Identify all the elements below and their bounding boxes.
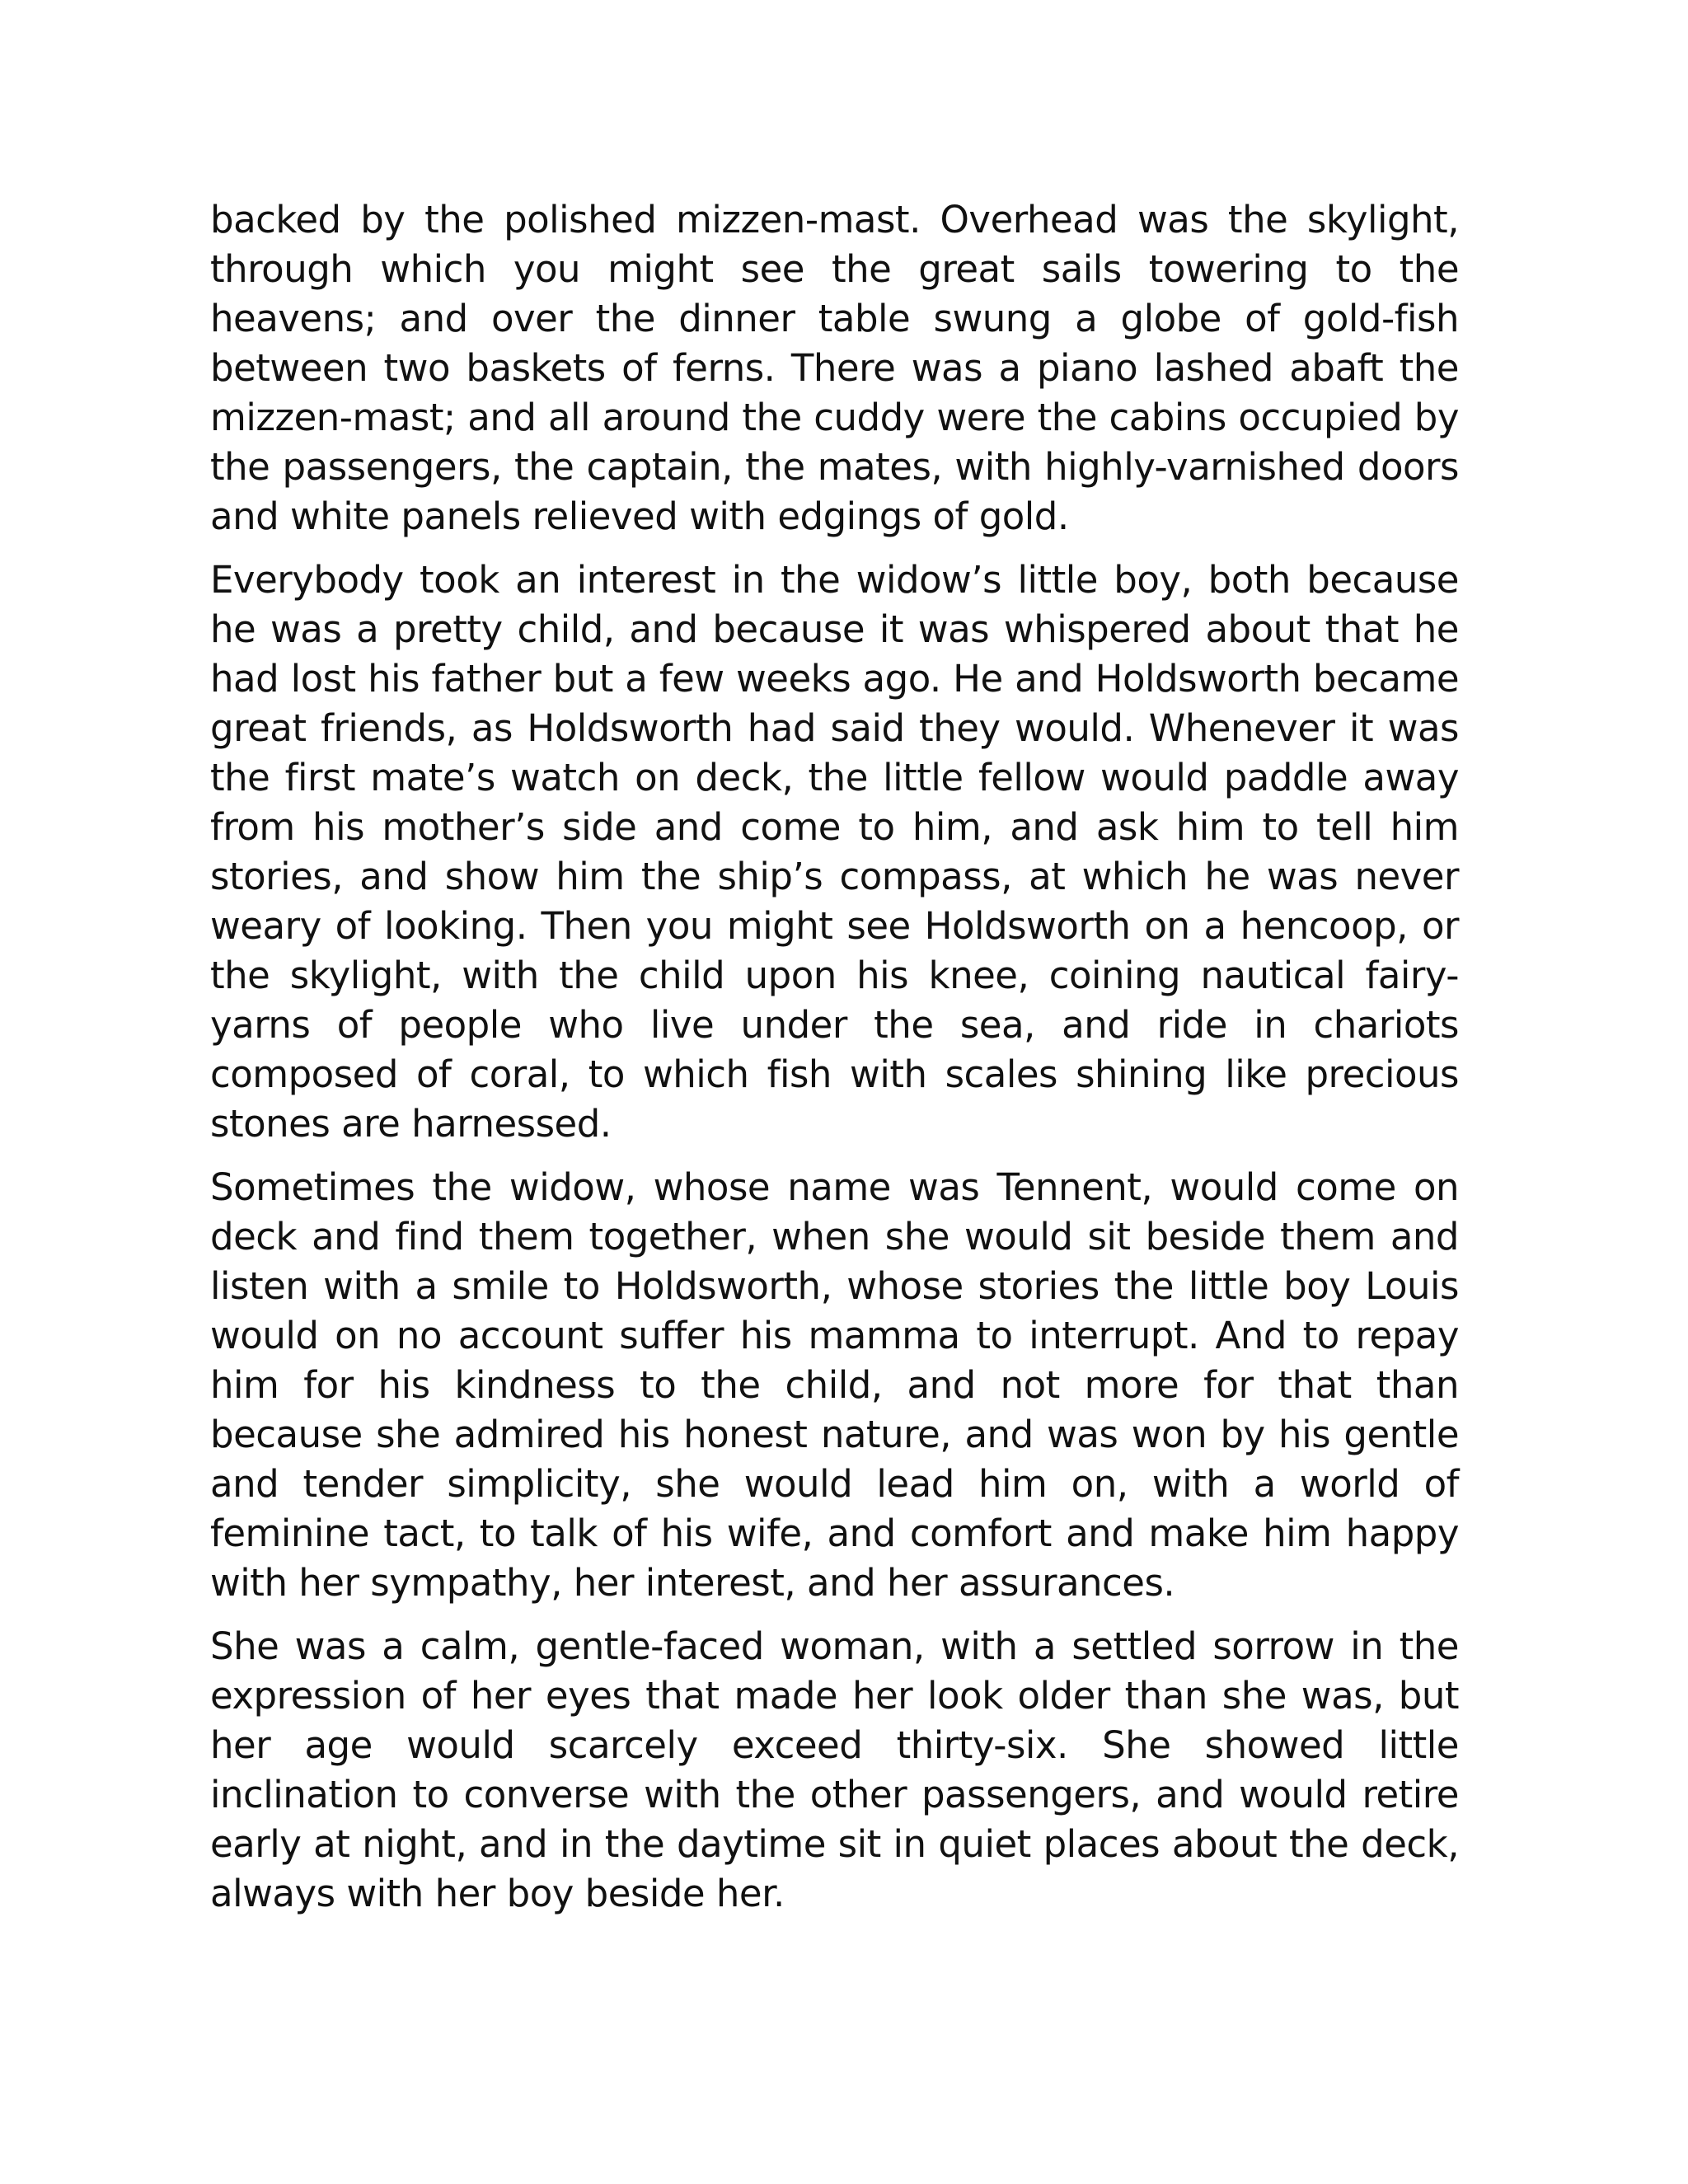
paragraph-3: Sometimes the widow, whose name was Tennent, would come on deck and find them together, when she would sit beside them and listen with a smile to Holdsworth, whose stories the little boy Louis would on no account suffer his mamma to interrupt. And to repay him for his kindness to the child, and not more for that than because she admired his honest nature, and was won by his gentle and tender simplicity, she would lead him on, with a world of feminine tact, to talk of his wife, and comfort and make him happy with her sympathy, her interest, and her assurances.	[210, 1165, 1459, 1605]
paragraph-2: Everybody took an interest in the widow’s little boy, both because he was a pretty child, and because it was whispered about that he had lost his father but a few weeks ago. He and Holdsworth became great friends, as Holdsworth had said they would. Whenever it was the first mate’s watch on deck, the little fellow would paddle away from his mother’s side and come to him, and ask him to tell him stories, and show him the ship’s compass, at which he was never weary of looking. Then you might see Holdsworth on a hencoop, or the skylight, with the child upon his knee, coining nautical fairy-yarns of people who live under the sea, and ride in chariots composed of coral, to which fish with scales shining like precious stones are harnessed.	[210, 558, 1459, 1146]
paragraph-1: backed by the polished mizzen-mast. Overhead was the skylight, through which you might see the great sails towering to the heavens; and over the dinner table swung a globe of gold-fish between two baskets of ferns. There was a piano lashed abaft the mizzen-mast; and all around the cuddy were the cabins occupied by the passengers, the captain, the mates, with highly-varnished doors and white panels relieved with edgings of gold.	[210, 198, 1459, 538]
body-text	[210, 195, 1459, 1933]
paragraph-4: She was a calm, gentle-faced woman, with a settled sorrow in the expression of her eyes that made her look older than she was, but her age would scarcely exceed thirty-six. She showed little inclination to converse with the other passengers, and would retire early at night, and in the daytime sit in quiet places about the deck, always with her boy beside her.	[210, 1624, 1459, 1915]
